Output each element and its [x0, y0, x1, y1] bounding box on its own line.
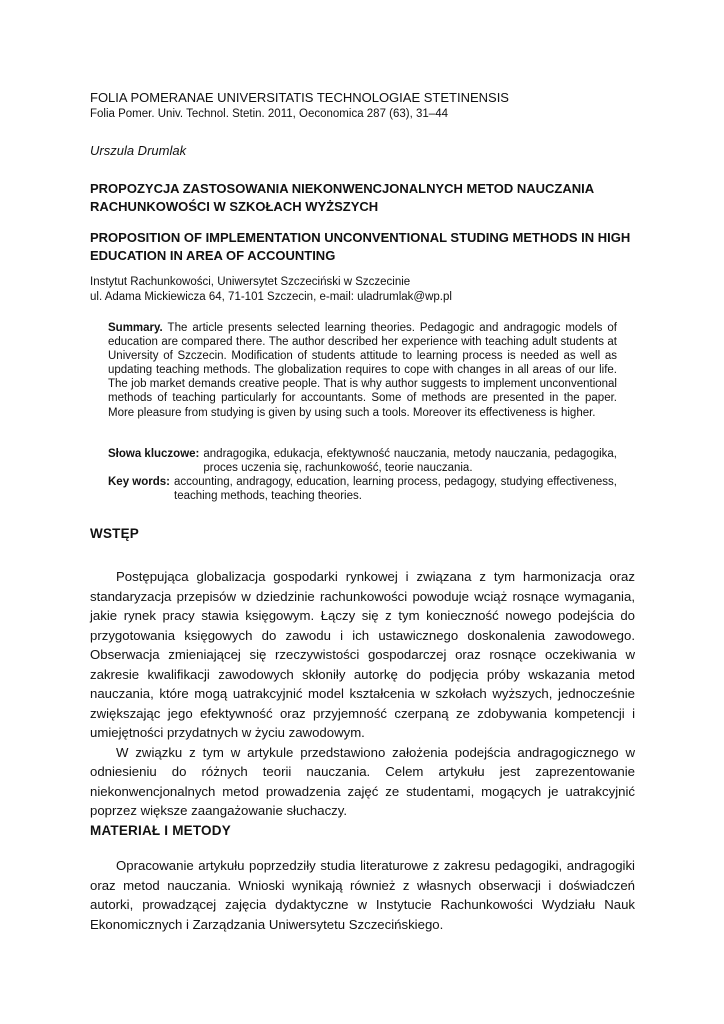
keywords-english-text: accounting, andragogy, education, learning process, pedagogy, studying effectiveness, teaching methods, teaching theories.	[174, 476, 617, 502]
section-introduction-body	[90, 567, 635, 821]
abstract-label: Summary.	[108, 322, 163, 334]
section-heading-introduction: WSTĘP	[90, 526, 140, 541]
author-name: Urszula Drumlak	[90, 143, 187, 158]
title-polish: PROPOZYCJA ZASTOSOWANIA NIEKONWENCJONALNYCH METOD NAUCZANIA RACHUNKOWOŚCI W SZKOŁACH WYŻSZYCH	[90, 181, 594, 214]
keywords-english	[108, 475, 617, 503]
paragraph: Postępująca globalizacja gospodarki rynkowej i związana z tym harmonizacja oraz standaryzacja przepisów w dziedzinie rachunkowości powoduje wciąż rosnące wymagania, jakie rynek pracy stawia księgowym. Łączy się z tym konieczność nowego podejścia do przygotowania księgowych do zawodu i ich ustawicznego doskonalenia zawodowego. Obserwacja zmieniającej się rzeczywistości gospodarczej oraz rosnące oczekiwania w zakresie kwalifikacji zawodowych skłoniły autorkę do podjęcia próby wskazania metod nauczania, które mogą uatrakcyjnić model kształcenia w szkołach wyższych, jednocześnie zwiększając jego efektywność oraz przyjemność czerpaną ze zdobywania kompetencji i umiejętności przydatnych w życiu zawodowym.	[90, 569, 635, 740]
keywords-polish-text: andragogika, edukacja, efektywność nauczania, metody nauczania, pedagogika, proces uczenia się, rachunkowość, teorie nauczania.	[203, 448, 617, 474]
journal-citation: Folia Pomer. Univ. Technol. Stetin. 2011, Oeconomica 287 (63), 31–44	[90, 108, 448, 120]
journal-title: FOLIA POMERANAE UNIVERSITATIS TECHNOLOGIAE STETINENSIS	[90, 90, 509, 105]
keywords-polish	[108, 447, 617, 475]
abstract	[108, 321, 617, 420]
section-methods-body	[90, 856, 635, 934]
paragraph: Opracowanie artykułu poprzedziły studia literaturowe z zakresu pedagogiki, andragogiki oraz metod nauczania. Wnioski wynikają również z własnych obserwacji i doświadczeń autorki, prowadzącej zajęcia dydaktyczne w Instytucie Rachunkowości Wydziału Nauk Ekonomicznych i Zarządzania Uniwersytetu Szczecińskiego.	[90, 858, 635, 932]
abstract-text: The article presents selected learning theories. Pedagogic and andragogic models of education are compared there. The author described her experience with teaching adult students at University of Szczecin. Modification of students attitude to learning process is needed as well as updating teaching methods. The globalization requires to cope with changes in all areas of our life. The job market demands creative people. That is why author suggests to implement unconventional methods of teaching particularly for accountants. Some of methods are presented in the paper. More pleasure from studying is given by using such a tools. Moreover its effectiveness is higher.	[108, 322, 617, 419]
keywords-english-label: Key words:	[108, 476, 170, 488]
affiliation	[90, 275, 452, 305]
title-english: PROPOSITION OF IMPLEMENTATION UNCONVENTIONAL STUDING METHODS IN HIGH EDUCATION IN AREA OF ACCOUNTING	[90, 230, 631, 263]
section-heading-methods: MATERIAŁ I METODY	[90, 823, 231, 838]
paragraph: W związku z tym w artykule przedstawiono założenia podejścia andragogicznego w odniesieniu do różnych teorii nauczania. Celem artykułu jest zaprezentowanie niekonwencjonalnych metod prowadzenia zajęć ze studentami, mogących je uatrakcyjnić poprzez większe zaangażowanie słuchaczy.	[90, 744, 635, 818]
affiliation-institute: Instytut Rachunkowości, Uniwersytet Szczeciński w Szczecinie	[90, 276, 411, 288]
affiliation-address: ul. Adama Mickiewicza 64, 71-101 Szczecin, e-mail: uladrumlak@wp.pl	[90, 291, 452, 303]
keywords-polish-label: Słowa kluczowe:	[108, 448, 200, 460]
